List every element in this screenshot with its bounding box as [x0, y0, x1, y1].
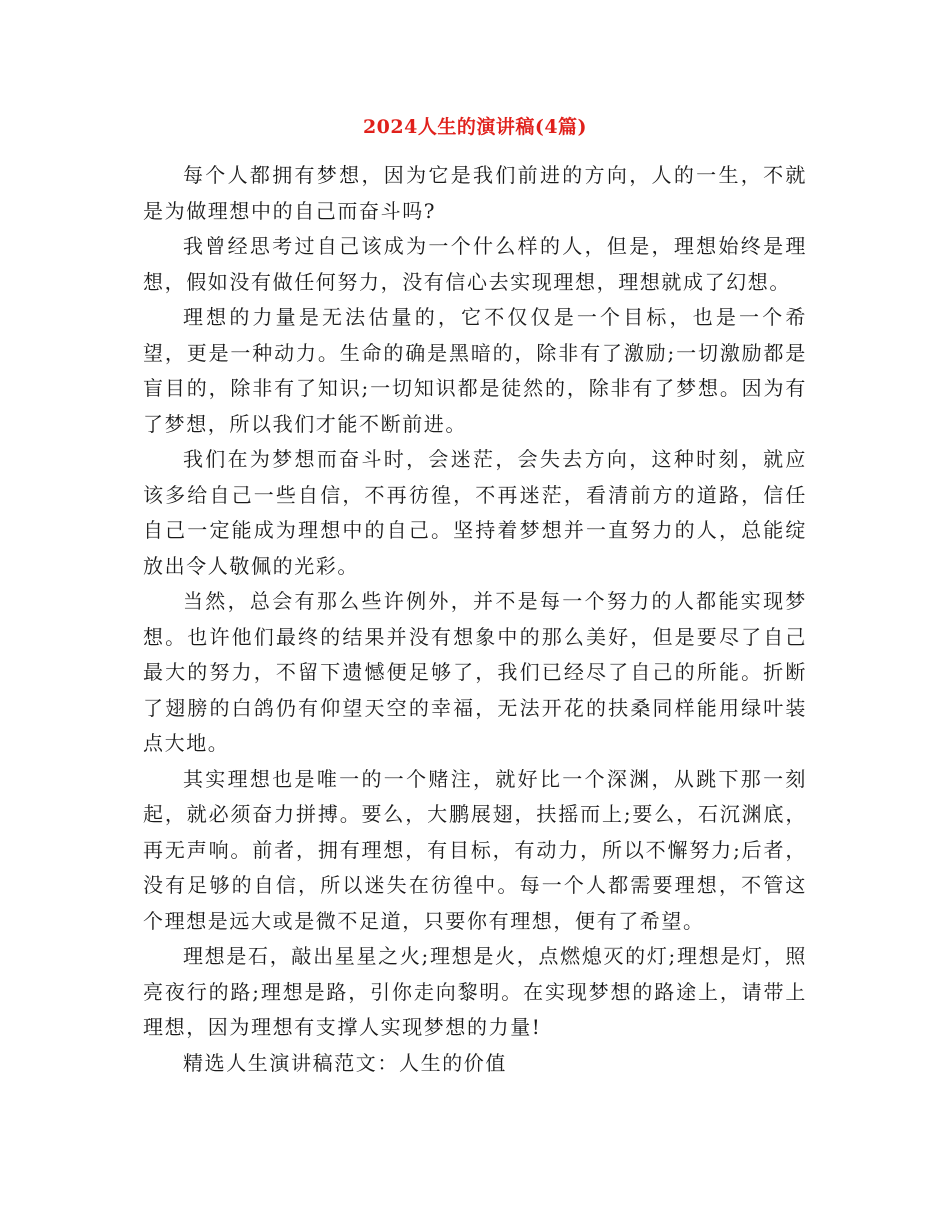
paragraph: 其实理想也是唯一的一个赌注，就好比一个深渊，从跳下那一刻起，就必须奋力拼搏。要么，大鹏展翅，扶摇而上;要么，石沉渊底，再无声响。前者，拥有理想，有目标，有动力，所以不懈努力;后者，没有足够的自信，所以迷失在彷徨中。每一个人都需要理想，不管这个理想是远大或是微不足道，只要你有理想，便有了希望。: [143, 766, 807, 933]
paragraph: 当然，总会有那么些许例外，并不是每一个努力的人都能实现梦想。也许他们最终的结果并没有想象中的那么美好，但是要尽了自己最大的努力，不留下遗憾便足够了，我们已经尽了自己的所能。折断了翅膀的白鸽仍有仰望天空的幸福，无法开花的扶桑同样能用绿叶装点大地。: [143, 589, 807, 755]
paragraph: 我曾经思考过自己该成为一个什么样的人，但是，理想始终是理想，假如没有做任何努力，没有信心去实现理想，理想就成了幻想。: [143, 234, 807, 294]
paragraph: 理想的力量是无法估量的，它不仅仅是一个目标，也是一个希望，更是一种动力。生命的确是黑暗的，除非有了激励;一切激励都是盲目的，除非有了知识;一切知识都是徒然的，除非有了梦想。因为有了梦想，所以我们才能不断前进。: [143, 305, 807, 436]
section-heading: 精选人生演讲稿范文：人生的价值: [183, 1050, 507, 1075]
paragraph: 每个人都拥有梦想，因为它是我们前进的方向，人的一生，不就是为做理想中的自己而奋斗吗?: [143, 163, 807, 223]
paragraph: 理想是石，敲出星星之火;理想是火，点燃熄灭的灯;理想是灯，照亮夜行的路;理想是路，引你走向黎明。在实现梦想的路途上，请带上理想，因为理想有支撑人实现梦想的力量!: [143, 944, 807, 1039]
paragraph: 我们在为梦想而奋斗时，会迷茫，会失去方向，这种时刻，就应该多给自己一些自信，不再彷徨，不再迷茫，看清前方的道路，信任自己一定能成为理想中的自己。坚持着梦想并一直努力的人，总能绽放出令人敬佩的光彩。: [143, 447, 807, 578]
document-title: 2024人生的演讲稿(4篇): [362, 116, 588, 138]
document-body: [143, 158, 807, 1081]
